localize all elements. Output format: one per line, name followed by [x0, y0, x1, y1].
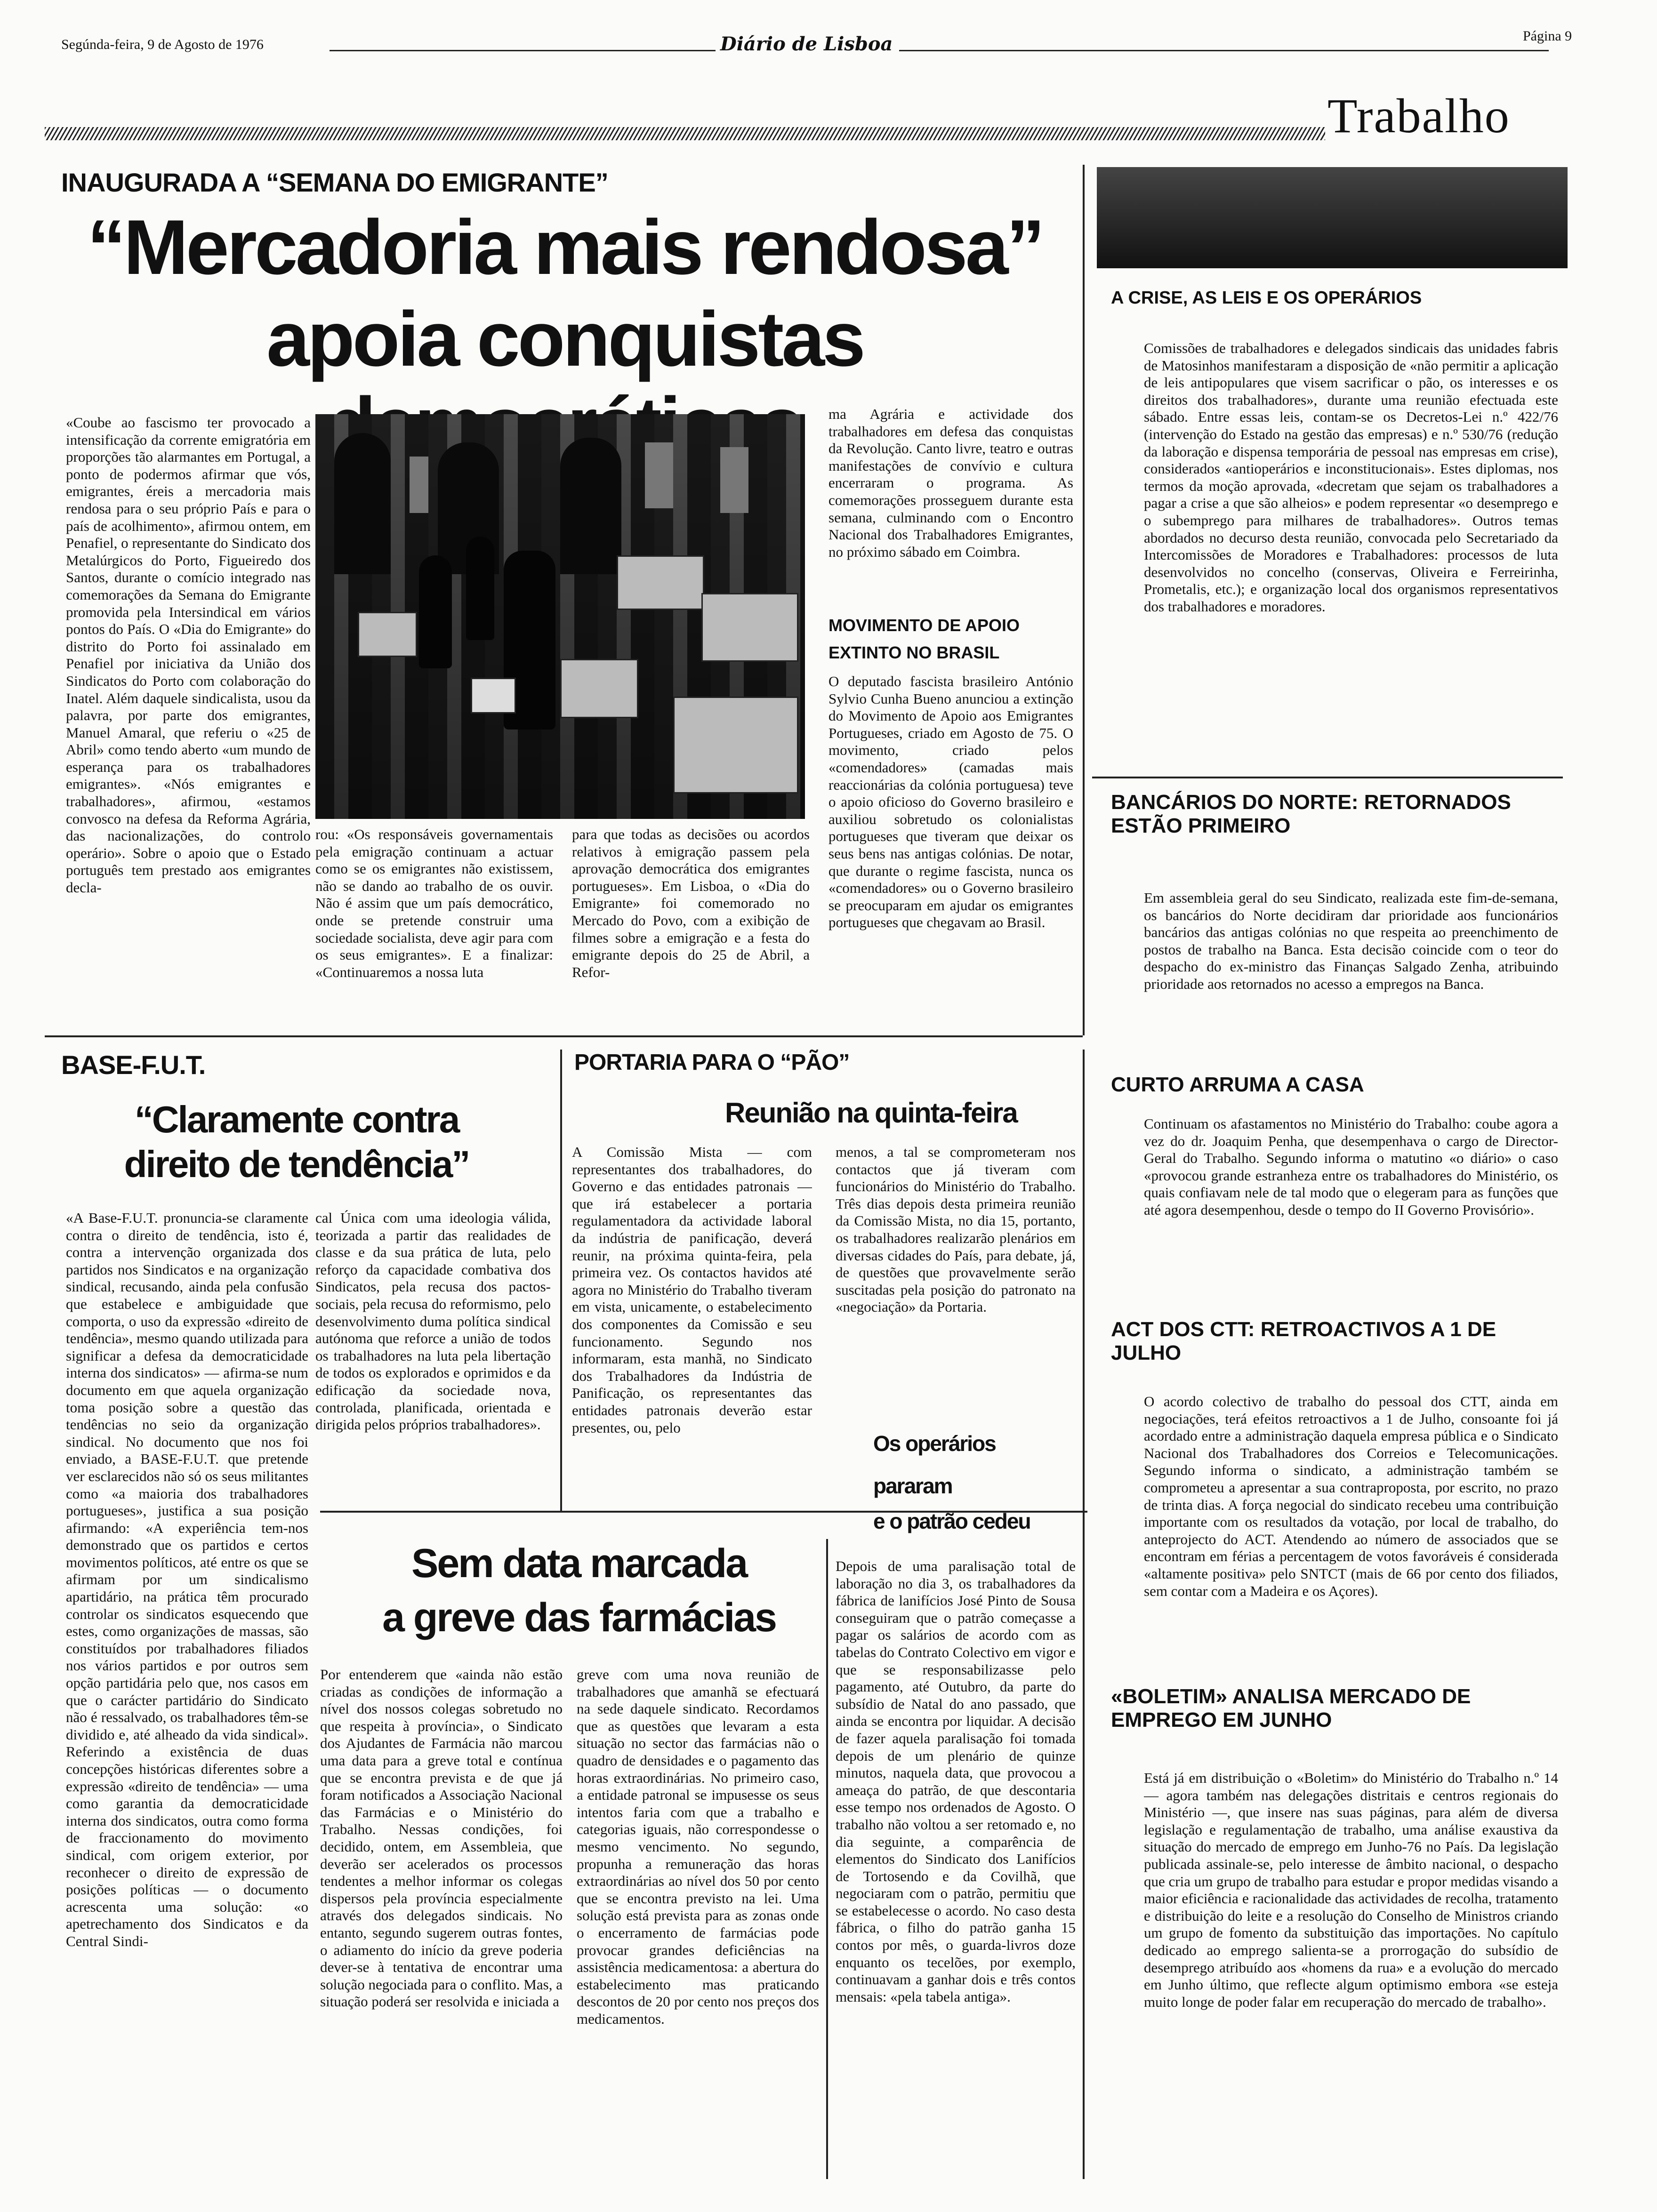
farmacias-headline-line2: a greve das farmácias: [382, 1595, 776, 1640]
lead-col3: [572, 826, 810, 1033]
photo-person: [419, 555, 452, 668]
photo-window: [645, 442, 673, 508]
lead-bottom-rule: [45, 1035, 1083, 1037]
section-hatch-bar: [45, 127, 1325, 140]
pao-col2-text: menos, a tal se comprometeram nos contactos que já tiveram com funcionários do Ministério do Trabalho. Três dias depois desta primeira reunião da Comissão Mista, no dia 15, portanto, os trabalhadores realizarão plenários em diversas cidades do País, para debate, já, de questões que provavelmente serão suscitadas pela posição do patronato na «negociação» da Portaria.: [836, 1144, 1076, 1315]
lead-headline-line2: apoia conquistas: [266, 296, 863, 382]
lead-col4a-text: ma Agrária e actividade dos trabalhadores em defesa das conquistas da Revolução. Canto livre, teatro e outras manifestações de convívio e cultura encerraram o programa. As comemorações prosseguem durante esta semana, culminando com o Encontro Nacional dos Trabalhadores Emigrantes, no próximo sábado em Coimbra.: [828, 406, 1073, 560]
farmacias-col1-text: Por entenderem que «ainda não estão criadas as condições de informação a nível dos nossos colegas sobretudo no que respeita à província», o Sindicato dos Ajudantes de Farmácia não marcou uma data para a greve total e contínua que se encontra prevista e de que já foram notificados a Associação Nacional das Farmácias e o Ministério do Trabalho. Nessas condições, foi decidido, ontem, em Assembleia, que deverão ser acelerados os processos tendentes a melhor informar os colegas dispersos pela província especialmente através dos delegados sindicais. No entanto, segundo sugerem outras fontes, o adiamento do início da greve poderia dever-se à tentativa de encontrar uma solução negociada para o conflito. Mas, a situação poderá ser resolvida e iniciada a: [320, 1666, 563, 2010]
photo-luggage: [358, 612, 417, 657]
section-title: Trabalho: [1327, 89, 1510, 143]
act-text-body: O acordo colectivo de trabalho do pessoal dos CTT, ainda em negociações, terá efeitos retroactivos a 1 de Julho, consoante foi já acordado entre a administração daquela empresa pública e o Sindicato Nacional dos Trabalhadores dos Correios e Telecomunicações. Segundo informa o sindicato, a administração também se comprometeu a apresentar a sua contraproposta, por escrito, no prazo de trinta dias. A força negocial do sindicato recebeu uma contribuição importante com os resultados da votação, por local de trabalho, do anteprojecto do ACT. Atendendo ao número de associados que se encontram em férias a percentagem de votos favoráveis é considerada «altamente positiva» pelo SNTCT (mais de 66 por cento dos filiados, sem contar com a Madeira e os Açores).: [1144, 1393, 1558, 1599]
lead-kicker: INAUGURADA A “SEMANA DO EMIGRANTE”: [61, 168, 608, 197]
pao-kicker: PORTARIA PARA O “PÃO”: [574, 1050, 850, 1075]
photo-person: [466, 537, 494, 640]
operarios-col1: [836, 1558, 1076, 2179]
crise-text: [1144, 340, 1558, 768]
fut-headline-line1: “Claramente contra: [134, 1098, 459, 1140]
pao-headline: Reunião na quinta-feira: [725, 1097, 1017, 1129]
lead-col4a: [828, 406, 1073, 617]
lead-col4b-text: O deputado fascista brasileiro António Sylvio Cunha Bueno anunciou a extinção do Movimento de Apoio aos Emigrantes Portugueses, criado em Agosto de 75. O movimento, criado pelos «comendadores» (camadas mais reaccionárias da colónia portuguesa) teve o apoio oficioso do Governo brasileiro e auxiliou sobretudo os colonialistas portugueses que tiveram que deixar os seus bens nas antigas colónias. De notar, que durante o regime fascista, nunca os «comendadores» ou o Governo brasileiro se preocuparam em ajudar os emigrantes portugueses que chegavam ao Brasil.: [828, 673, 1073, 931]
farmacias-col1: [320, 1666, 563, 2174]
curto-title: CURTO ARRUMA A CASA: [1111, 1073, 1364, 1096]
column-rule: [1083, 165, 1085, 1035]
column-rule: [1083, 1050, 1085, 2179]
operarios-headline-line1: Os operários: [873, 1431, 996, 1456]
sidebar-banner-image: [1097, 167, 1568, 268]
fut-headline-line2: direito de tendência”: [124, 1143, 469, 1185]
fut-col1-text: «A Base-F.U.T. pronuncia-se claramente contra o direito de tendência, isto é, contra a intervenção organizada dos partidos nos Sindicatos e na organização sindical, recusando, ainda pela confusão que estabelece e ambiguidade que comporta, o uso da expressão «direito de tendência», mesmo quando utilizada para significar a defesa da democraticidade interna dos sindicatos» — afirma-se num documento em que aquela organização toma posição sobre a questão das tendências no seio da organização sindical. No documento que nos foi enviado, a BASE-F.U.T. que pretende ver esclarecidos não só os seus militantes como «a maioria dos trabalhadores portugueses», justifica a sua posição afirmando: «A experiência tem-nos demonstrado que os partidos e certos movimentos políticos, até entre os que se afirmam por um sindicalismo apartidário, na prática têm procurado controlar os sindicatos esquecendo que estes, como organizações de massas, são constituídos por trabalhadores filiados nos vários partidos e por outros sem opção partidária pelo que, nos casos em que o carácter partidário do Sindicato não é ressalvado, os trabalhadores têm-se dividido e, até alheado da vida sindical». Referindo a existência de duas concepções históricas diferentes sobre a expressão «direito de tendência» — uma como garantia da democraticidade interna dos sindicatos, outra como forma de fraccionamento do movimento sindical, com origem exterior, por reconhecer o direito de expressão de posições políticas — o documento acrescenta uma solução: «o apetrechamento dos Sindicatos e da Central Sindi-: [66, 1210, 308, 1949]
boletim-text-body: Está já em distribuição o «Boletim» do Ministério do Trabalho n.º 14 — agora também nas delegações distritais e centros regionais do Ministério —, que insere nas suas páginas, para além de diversa legislação e regulamentação de trabalho, uma análise exaustiva da situação do mercado de emprego em Junho-76 no País. Da legislação publicada assinale-se, pelo interesse de âmbito nacional, o despacho que cria um grupo de trabalho para estudar e propor medidas visando a maior eficiência e racionalidade das actividades de recolha, tratamento e distribuição do leite e a resolução do Conselho de Ministros criando um grupo de fomento da substituição das importações. No capítulo dedicado ao emprego salienta-se a prorrogação do subsídio de desemprego atribuído aos «homens da rua» e a evolução do mercado em Junho último, que reflecte algum optimismo embora «se esteja muito longe de poder falar em recuperação do mercado de trabalho».: [1144, 1770, 1558, 2010]
lead-photo: [315, 414, 805, 819]
lead-col3-text: para que todas as decisões ou acordos relativos à emigração passem pela aprovação democrática dos emigrantes portugueses». Em Lisboa, o «Dia do Emigrante» foi comemorado no Mercado do Povo, com a exibição de filmes sobre a emigração e a festa do emigrante depois do 25 de Abril, a Refor-: [572, 826, 810, 980]
bancarios-text-body: Em assembleia geral do seu Sindicato, realizada este fim-de-semana, os bancários do Norte decidiram dar prioridade aos funcionários bancários das antigas colónias no que respeita ao preenchimento de postos de trabalho na Banca. Esta decisão coincide com o teor do despacho do ex-ministro das Finanças Salgado Zenha, atribuindo prioridade aos retornados no acesso a empregos na Banca.: [1144, 890, 1558, 992]
bancarios-title: BANCÁRIOS DO NORTE: RETORNADOS ESTÃO PRIMEIRO: [1111, 791, 1511, 837]
photo-arch: [560, 438, 621, 574]
photo-window: [720, 447, 748, 513]
operarios-headline-line2: pararam: [873, 1474, 952, 1498]
lead-col2: [315, 826, 553, 1033]
lead-col1: [66, 414, 311, 1031]
bancarios-text: [1144, 890, 1558, 1045]
curto-text: [1144, 1115, 1558, 1304]
sidebar-rule: [1092, 777, 1563, 778]
photo-luggage: [673, 697, 798, 793]
page-number: Página 9: [1523, 28, 1572, 44]
lead-col1-text: «Coube ao fascismo ter provocado a intensificação da corrente emigratória em proporções tão alarmantes em Portugal, a ponto de podermos afirmar que vós, emigrantes, éreis a mercadoria mais rendosa para o seu próprio País e para o país de acolhimento», afirmou ontem, em Penafiel, o representante do Sindicato dos Metalúrgicos do Porto, Figueiredo dos Santos, durante o comício integrado nas comemorações da Semana do Emigrante promovida pela Intersindical em vários pontos do País. O «Dia do Emigrante» do distrito do Porto foi assinalado em Penafiel por iniciativa da União dos Sindicatos do Porto com colaboração do Inatel. Além daquele sindicalista, usou da palavra, por parte dos emigrantes, Manuel Amaral, que referiu o «25 de Abril» como tendo aberto «um mundo de esperança para os trabalhadores emigrantes». «Nós emigrantes e trabalhadores», afirmou, «estamos convosco na defesa da Reforma Agrária, das nacionalizações, do controlo operário». Sobre o apoio que o Estado português tem prestado aos emigrantes decla-: [66, 414, 311, 896]
photo-arch: [334, 433, 391, 574]
pao-col1: [572, 1144, 812, 1506]
brasil-subhead: MOVIMENTO DE APOIO EXTINTO NO BRASIL: [828, 616, 1020, 662]
curto-text-body: Continuam os afastamentos no Ministério do Trabalho: coube agora a vez do dr. Joaquim Penha, que desempenhava o cargo de Director-Geral do Trabalho. Segundo informa o matutino «o diário» o caso «provocou grande estranheza entre os trabalhadores do Ministério, os quais confiavam nele de tal modo que o elegeram para as funções que até agora desempenhou, desde o tempo do II Governo Provisório».: [1144, 1115, 1558, 1218]
fut-kicker: BASE-F.U.T.: [61, 1050, 206, 1080]
fut-col1: [66, 1210, 308, 2165]
pao-col2: [836, 1144, 1076, 1332]
fut-col2-text: cal Única com uma ideologia válida, teorizada a partir das realidades de classe e da sua prática de luta, pelo reforço da capacidade combativa dos Sindicatos, pela recusa dos pactos-sociais, pela recusa do reformismo, pelo desenvolvimento duma política sindical autónoma que reforce a união de todos os trabalhadores na luta pela libertação de todos os explorados e oprimidos e da edificação da sociedade nova, controlada, planificada, orientada e dirigida pelos próprios trabalhadores».: [315, 1210, 551, 1433]
farmacias-col2-text: greve com uma nova reunião de trabalhadores que amanhã se efectuará na sede daquele sindicato. Recordamos que as questões que levaram a esta situação no sector das farmácias não o quadro de densidades e o pagamento das horas extraordinárias. No primeiro caso, a entidade patronal se impusesse os seus intentos faria com que a trabalho e categorias iguais, não correspondesse o mesmo vencimento. No segundo, propunha a remuneração das horas extraordinárias ao nível dos 50 por cento que se encontra previsto na lei. Uma solução está prevista para as zonas onde o encerramento de farmácias pode provocar grandes deficiências na assistência medicamentosa: a abertura do estabelecimento mas praticando descontos de 20 por cento nos preços dos medicamentos.: [577, 1666, 819, 2027]
farmacias-headline-line1: Sem data marcada: [411, 1541, 747, 1586]
header-rule-right: [899, 50, 1549, 51]
header-rule-left: [330, 50, 716, 51]
lead-col4b: [828, 673, 1073, 1033]
fut-col2: [315, 1210, 551, 1506]
crise-title: A CRISE, AS LEIS E OS OPERÁRIOS: [1111, 288, 1422, 308]
issue-date: Segúnda-feira, 9 de Agosto de 1976: [61, 37, 264, 52]
column-rule: [826, 1539, 828, 2179]
act-title: ACT DOS CTT: RETROACTIVOS A 1 DE JULHO: [1111, 1318, 1496, 1364]
farmacias-col2: [577, 1666, 819, 2174]
photo-luggage: [560, 659, 638, 718]
act-text: [1144, 1393, 1558, 1666]
operarios-headline-line3: e o patrão cedeu: [873, 1509, 1030, 1533]
pao-col1-text: A Comissão Mista — com representantes dos trabalhadores, do Governo e das entidades patronais — que irá estabelecer a portaria regulamentadora da actividade laboral da indústria de panificação, deverá reunir, na próxima quinta-feira, pela primeira vez. Os contactos havidos até agora no Ministério do Trabalho tiveram em vista, unicamente, o estabelecimento dos componentes da Comissão e seu funcionamento. Segundo nos informaram, esta manhã, no Sindicato dos Trabalhadores da Indústria de Panificação, os representantes das entidades patronais deverão estar presentes, ou, pelo: [572, 1144, 812, 1436]
photo-luggage: [617, 555, 704, 610]
operarios-col1-text: Depois de uma paralisação total de laboração no dia 3, os trabalhadores da fábrica de lanifícios José Pinto de Sousa conseguiram que o patrão começasse a pagar os salários de acordo com as tabelas do Contrato Colectivo em vigor e que se responsabilizasse pelo pagamento, até Outubro, da parte do subsídio de Natal do ano passado, que ainda se encontra por liquidar. A decisão de fazer aquela paralisação foi tomada depois de um plenário de quinze minutos, naquela data, que provocou a ameaça do patrão, de que descontaria esse tempo nos ordenados de Agosto. O trabalho não voltou a ser retomado e, no dia seguinte, a comparência de elementos do Sindicato dos Lanifícios de Tortosendo e da Covilhã, que negociaram com o patrão, permitiu que se estabelecesse o acordo. No caso desta fábrica, o filho do patrão ganha 15 contos por mês, o guarda-livros doze enquanto os tecelões, por exemplo, continuavam a ganhar dois e três contos mensais: «pela tabela antiga».: [836, 1558, 1076, 2005]
crise-text-body: Comissões de trabalhadores e delegados sindicais das unidades fabris de Matosinhos manifestaram a disposição de «não permitir a aplicação de leis antipopulares que visem sacrificar o pão, os interesses e os direitos dos trabalhadores», durante uma reunião efectuada este sábado. Entre essas leis, contam-se os Decretos-Lei n.º 422/76 (intervenção do Estado na gestão das empresas) e n.º 530/76 (redução da laboração e dispensa temporária de pessoal nas empresas em crise), considerados «antioperários e inconstitucionais». Estes diplomas, nos termos da moção aprovada, «decretam que sejam os trabalhadores a pagar a crise a que são alheios» e podem representar «o desemprego e o subemprego para milhares de trabalhadores». Outros temas abordados no decurso desta reunião, convocada pelo Secretariado da Intercomissões de Moradores e Trabalhadores: processos de luta desenvolvidos no concelho (conservas, Oliveira e Ferreirinha, Prometalis, etc.); e organização local dos organismos representativos dos trabalhadores e moradores.: [1144, 340, 1558, 615]
lead-col2-text: rou: «Os responsáveis governamentais pela emigração continuam a actuar como se os emigrantes não existissem, não se dando ao trabalho de os ouvir. Não é assim que um país democrático, onde se pretende construir uma sociedade socialista, deve agir para com os seus emigrantes». E a finalizar: «Continuaremos a nossa luta: [315, 826, 553, 980]
boletim-text: [1144, 1770, 1558, 2184]
masthead: Diário de Lisboa: [720, 33, 893, 55]
photo-bag: [471, 678, 516, 713]
boletim-title: «BOLETIM» ANALISA MERCADO DE EMPREGO EM JUNHO: [1111, 1685, 1471, 1731]
column-rule: [560, 1050, 562, 1511]
lead-headline-line1: “Mercadoria mais rendosa”: [87, 204, 1043, 290]
photo-luggage: [701, 593, 798, 662]
photo-window: [410, 457, 428, 513]
